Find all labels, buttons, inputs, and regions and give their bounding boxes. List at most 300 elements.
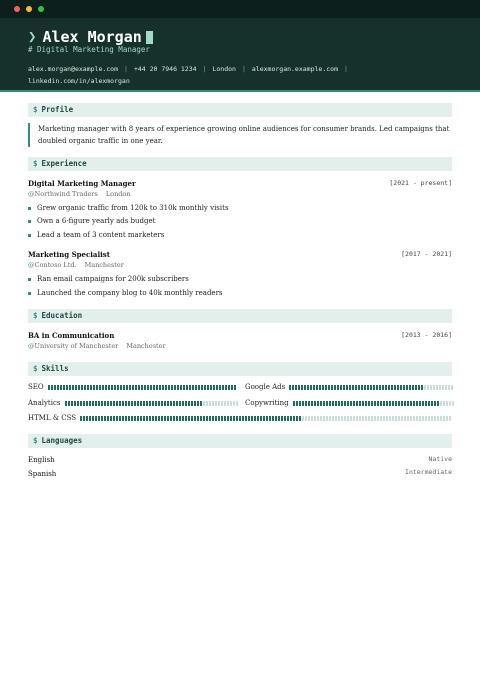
skill-segment (413, 401, 415, 406)
skill-segment (278, 416, 280, 421)
website-link[interactable]: alexmorgan.example.com (251, 65, 338, 73)
skill-segment (110, 416, 112, 421)
skill-segment (183, 385, 185, 390)
skill-level-bar (65, 401, 238, 406)
section-profile-title: $ Profile (28, 103, 452, 117)
skill-segment (304, 385, 306, 390)
skill-segment (431, 401, 433, 406)
skill-segment (410, 416, 412, 421)
skill-segment (152, 401, 154, 406)
skill-segment (215, 416, 217, 421)
list-item: Lead a team of 3 content marketers (28, 231, 164, 239)
skill-segment (203, 401, 205, 406)
skill-segment (135, 385, 137, 390)
skill-segment (379, 385, 381, 390)
skill-segment (359, 401, 361, 406)
skill-segment (191, 416, 193, 421)
skill-segment (213, 385, 215, 390)
skill-segment (60, 385, 62, 390)
skill-segment (114, 385, 116, 390)
skill-segment (343, 385, 345, 390)
skill-segment (251, 416, 253, 421)
skill-segment (406, 385, 408, 390)
skill-segment (428, 401, 430, 406)
skill-segment (301, 385, 303, 390)
section-languages-title: $ Languages (28, 434, 452, 448)
skill-segment (203, 416, 205, 421)
linkedin-link[interactable]: linkedin.com/in/alexmorgan (28, 77, 130, 85)
skill-segment (389, 416, 391, 421)
skill-segment (352, 385, 354, 390)
skill-segment (167, 416, 169, 421)
degree-title: BA in Communication (28, 331, 115, 340)
skill-segment (263, 416, 265, 421)
skill-segment (158, 401, 160, 406)
skill-segment (162, 385, 164, 390)
skill-segment (132, 385, 134, 390)
skill-segment (108, 385, 110, 390)
skill-segment (66, 385, 68, 390)
section-education-title: $ Education (28, 309, 452, 323)
skill-segment (197, 401, 199, 406)
skill-segment (185, 416, 187, 421)
skill-segment (165, 385, 167, 390)
skill-segment (344, 401, 346, 406)
skill-segment (428, 416, 430, 421)
skill-label: Copywriting (245, 399, 289, 407)
skill-segment (161, 401, 163, 406)
skill-segment (290, 416, 292, 421)
language-english: English (28, 456, 55, 464)
skill-segment (310, 385, 312, 390)
skill-segment (373, 385, 375, 390)
skill-segment (289, 385, 291, 390)
skill-segment (176, 401, 178, 406)
skill-segment (451, 385, 453, 390)
skill-segment (340, 385, 342, 390)
skill-segment (380, 401, 382, 406)
skill-segment (134, 401, 136, 406)
skill-segment (122, 401, 124, 406)
skill-segment (177, 385, 179, 390)
skill-segment (164, 401, 166, 406)
skill-segment (443, 401, 445, 406)
skill-segment (281, 416, 283, 421)
skill-segment (347, 401, 349, 406)
skill-segment (236, 416, 238, 421)
skill-segment (391, 385, 393, 390)
job-dates-1: [2021 - present] (389, 179, 452, 187)
bullet-square-icon (28, 234, 31, 237)
skill-segment (128, 416, 130, 421)
skill-segment (195, 385, 197, 390)
name-row (28, 27, 153, 47)
skill-level-bar (48, 385, 236, 390)
skill-segment (415, 385, 417, 390)
skill-segment (155, 416, 157, 421)
skill-segment (371, 401, 373, 406)
skill-segment (200, 416, 202, 421)
skill-segment (311, 416, 313, 421)
skill-segment (305, 416, 307, 421)
skill-segment (392, 401, 394, 406)
skill-segment (395, 401, 397, 406)
skill-segment (201, 385, 203, 390)
skill-segment (323, 416, 325, 421)
skill-segment (158, 416, 160, 421)
skill-segment (293, 401, 295, 406)
skill-segment (98, 416, 100, 421)
skill-segment (143, 401, 145, 406)
skill-segment (355, 385, 357, 390)
phone-number: +44 20 7946 1234 (133, 65, 197, 73)
skill-segment (430, 385, 432, 390)
skill-segment (383, 401, 385, 406)
skill-segment (346, 385, 348, 390)
skill-segment (364, 385, 366, 390)
skill-segment (170, 401, 172, 406)
skill-segment (216, 385, 218, 390)
close-window-dot[interactable] (14, 6, 20, 12)
skill-segment (349, 385, 351, 390)
list-item: Launched the company blog to 40k monthly readers (28, 289, 223, 297)
skill-segment (359, 416, 361, 421)
skill-segment (194, 416, 196, 421)
skill-segment (254, 416, 256, 421)
skill-segment (376, 385, 378, 390)
skill-segment (422, 401, 424, 406)
skill-segment (293, 416, 295, 421)
skill-segment (188, 416, 190, 421)
skill-segment (335, 416, 337, 421)
skill-segment (382, 385, 384, 390)
skill-segment (192, 385, 194, 390)
skill-segment (356, 401, 358, 406)
skill-segment (182, 401, 184, 406)
skill-segment (126, 385, 128, 390)
skill-segment (368, 416, 370, 421)
skill-segment (161, 416, 163, 421)
skill-segment (125, 416, 127, 421)
skill-copywriting (245, 398, 454, 408)
skill-segment (292, 385, 294, 390)
skill-segment (212, 416, 214, 421)
skill-segment (260, 416, 262, 421)
skill-segment (245, 416, 247, 421)
job-title-2: Marketing Specialist (28, 250, 110, 259)
skill-segment (51, 385, 53, 390)
skill-segment (425, 416, 427, 421)
skill-segment (167, 401, 169, 406)
skill-segment (358, 385, 360, 390)
skill-segment (410, 401, 412, 406)
skill-segment (299, 401, 301, 406)
skill-segment (146, 401, 148, 406)
skill-segment (149, 416, 151, 421)
language-english-level: Native (428, 455, 452, 463)
skill-segment (212, 401, 214, 406)
skill-segment (445, 385, 447, 390)
skill-segment (374, 416, 376, 421)
skill-segment (221, 401, 223, 406)
skill-segment (119, 401, 121, 406)
skill-segment (144, 385, 146, 390)
skill-segment (131, 416, 133, 421)
skill-segment (319, 385, 321, 390)
skill-segment (131, 401, 133, 406)
language-spanish: Spanish (28, 470, 57, 478)
skill-segment (401, 416, 403, 421)
skill-segment (272, 416, 274, 421)
bullet-square-icon (28, 207, 31, 210)
skill-segment (305, 401, 307, 406)
skill-segment (361, 385, 363, 390)
skill-segment (102, 385, 104, 390)
skill-segment (317, 401, 319, 406)
skill-segment (107, 416, 109, 421)
job-org-1: @Northwind Traders London (28, 190, 131, 198)
list-item: Grew organic traffic from 120k to 310k monthly visits (28, 204, 229, 212)
skill-label: HTML & CSS (28, 414, 77, 422)
skill-segment (137, 416, 139, 421)
skill-segment (362, 401, 364, 406)
skill-segment (228, 385, 230, 390)
skill-segment (443, 416, 445, 421)
skill-segment (329, 416, 331, 421)
skill-segment (191, 401, 193, 406)
skill-segment (434, 416, 436, 421)
skill-segment (320, 416, 322, 421)
skill-segment (331, 385, 333, 390)
skill-segment (185, 401, 187, 406)
skill-segment (308, 401, 310, 406)
skill-segment (116, 401, 118, 406)
skill-segment (225, 385, 227, 390)
skill-segment (236, 401, 238, 406)
skill-segment (200, 401, 202, 406)
skill-segment (149, 401, 151, 406)
skill-segment (350, 401, 352, 406)
skill-segment (437, 416, 439, 421)
prompt-chevron-icon: ❯ (28, 29, 37, 45)
skill-segment (96, 385, 98, 390)
skill-segment (164, 416, 166, 421)
skill-segment (84, 385, 86, 390)
skill-segment (388, 385, 390, 390)
skill-segment (296, 401, 298, 406)
skill-segment (171, 385, 173, 390)
contact-line: alex.morgan@example.com | +44 20 7946 1234 | London | alexmorgan.example.com | linkedin.com/in/alexmorgan (28, 65, 348, 85)
skill-label: Analytics (28, 399, 61, 407)
skill-segment (77, 401, 79, 406)
skill-segment (409, 385, 411, 390)
skill-segment (431, 416, 433, 421)
skill-segment (311, 401, 313, 406)
skill-segment (248, 416, 250, 421)
skill-segment (353, 401, 355, 406)
skill-segment (436, 385, 438, 390)
skill-segment (314, 401, 316, 406)
skill-segment (98, 401, 100, 406)
skill-segment (206, 416, 208, 421)
skill-segment (323, 401, 325, 406)
skill-segment (81, 385, 83, 390)
skill-segment (439, 385, 441, 390)
skill-segment (116, 416, 118, 421)
skill-segment (153, 385, 155, 390)
skill-segment (209, 416, 211, 421)
skill-segment (398, 416, 400, 421)
skill-label: Google Ads (245, 383, 286, 391)
skill-segment (416, 401, 418, 406)
skill-segment (424, 385, 426, 390)
skill-html-css (28, 413, 451, 423)
skill-segment (198, 385, 200, 390)
skill-segment (407, 401, 409, 406)
skill-segment (239, 416, 241, 421)
skill-segment (365, 416, 367, 421)
skill-segment (113, 401, 115, 406)
skill-segment (442, 385, 444, 390)
skill-segment (174, 385, 176, 390)
skill-segment (95, 416, 97, 421)
skill-segment (413, 416, 415, 421)
skill-segment (86, 416, 88, 421)
skill-segment (326, 401, 328, 406)
skill-segment (332, 416, 334, 421)
skill-segment (57, 385, 59, 390)
skill-segment (101, 401, 103, 406)
skill-segment (168, 385, 170, 390)
skill-segment (419, 416, 421, 421)
skill-segment (90, 385, 92, 390)
skill-segment (147, 385, 149, 390)
skill-seo (28, 382, 236, 392)
skill-segment (374, 401, 376, 406)
language-spanish-level: Intermediate (405, 468, 452, 476)
skill-segment (107, 401, 109, 406)
skill-segment (176, 416, 178, 421)
skill-segment (299, 416, 301, 421)
skill-segment (221, 416, 223, 421)
skill-segment (362, 416, 364, 421)
profile-summary: Marketing manager with 8 years of experience growing online audiences for consumer brands. Led campaigns that doubled organic traffic in one year. (28, 123, 452, 147)
skill-segment (83, 401, 85, 406)
skill-segment (231, 385, 233, 390)
skill-segment (404, 401, 406, 406)
bullet-square-icon (28, 292, 31, 295)
skill-segment (173, 401, 175, 406)
skill-analytics (28, 398, 238, 408)
skill-segment (182, 416, 184, 421)
skill-segment (389, 401, 391, 406)
skill-segment (224, 416, 226, 421)
skill-segment (398, 401, 400, 406)
education-org: @University of Manchester Manchester (28, 342, 166, 350)
section-skills-title: $ Skills (28, 362, 452, 376)
skill-segment (111, 385, 113, 390)
skill-segment (347, 416, 349, 421)
skill-segment (257, 416, 259, 421)
skill-segment (215, 401, 217, 406)
skill-segment (152, 416, 154, 421)
skill-segment (325, 385, 327, 390)
list-item: Own a 6-figure yearly ads budget (28, 217, 155, 225)
skill-segment (140, 416, 142, 421)
skill-segment (104, 401, 106, 406)
skill-segment (69, 385, 71, 390)
skill-segment (332, 401, 334, 406)
location: London (212, 65, 236, 73)
skill-segment (320, 401, 322, 406)
minimize-window-dot[interactable] (26, 6, 32, 12)
job-dates-2: [2017 - 2021] (401, 250, 452, 258)
skill-segment (80, 416, 82, 421)
skill-segment (313, 385, 315, 390)
skill-segment (54, 385, 56, 390)
skill-segment (89, 401, 91, 406)
skill-segment (385, 385, 387, 390)
skill-segment (440, 401, 442, 406)
skill-level-bar (80, 416, 451, 421)
skill-segment (412, 385, 414, 390)
email-link[interactable]: alex.morgan@example.com (28, 65, 119, 73)
skill-level-bar (289, 385, 453, 390)
skill-segment (218, 416, 220, 421)
skill-segment (170, 416, 172, 421)
skill-segment (125, 401, 127, 406)
skill-label: SEO (28, 383, 44, 391)
skill-segment (316, 385, 318, 390)
skill-segment (110, 401, 112, 406)
skill-segment (99, 385, 101, 390)
skill-segment (356, 416, 358, 421)
skill-segment (210, 385, 212, 390)
skill-segment (129, 385, 131, 390)
skill-segment (155, 401, 157, 406)
skill-segment (452, 401, 454, 406)
full-name: Alex Morgan (42, 28, 142, 46)
skill-segment (386, 416, 388, 421)
skill-segment (404, 416, 406, 421)
skill-level-bar (293, 401, 454, 406)
skill-segment (123, 385, 125, 390)
skill-segment (146, 416, 148, 421)
skill-segment (298, 385, 300, 390)
skill-segment (93, 385, 95, 390)
skill-segment (275, 416, 277, 421)
skill-segment (89, 416, 91, 421)
skill-segment (307, 385, 309, 390)
skill-segment (287, 416, 289, 421)
skill-segment (140, 401, 142, 406)
skill-segment (302, 401, 304, 406)
skill-segment (421, 385, 423, 390)
skill-segment (119, 416, 121, 421)
skill-segment (418, 385, 420, 390)
cursor-block-icon (146, 31, 153, 44)
skill-segment (407, 416, 409, 421)
maximize-window-dot[interactable] (38, 6, 44, 12)
skill-segment (159, 385, 161, 390)
skill-segment (433, 385, 435, 390)
skill-segment (227, 416, 229, 421)
skill-segment (338, 401, 340, 406)
skill-segment (120, 385, 122, 390)
skill-segment (365, 401, 367, 406)
job-role: # Digital Marketing Manager (28, 45, 150, 54)
skill-segment (173, 416, 175, 421)
